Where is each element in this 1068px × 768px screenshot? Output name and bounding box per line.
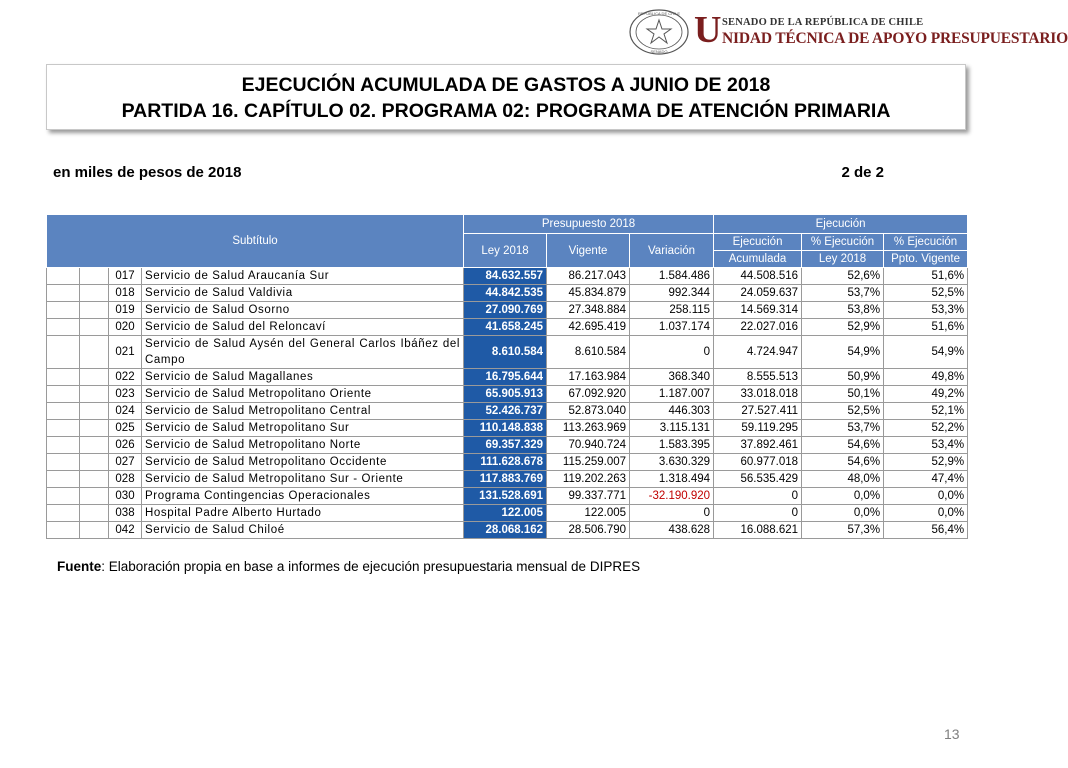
row-variacion: 1.584.486: [630, 268, 714, 285]
header-pct-ley-1: % Ejecución: [802, 234, 884, 251]
row-variacion: 258.115: [630, 302, 714, 319]
row-code: 038: [109, 505, 142, 522]
empty-cell-1: [47, 471, 80, 488]
row-code: 024: [109, 403, 142, 420]
header-vigente: Vigente: [547, 234, 630, 268]
empty-cell-2: [80, 522, 109, 539]
row-pct-vig: 52,9%: [884, 454, 968, 471]
row-code: 017: [109, 268, 142, 285]
empty-cell-2: [80, 369, 109, 386]
row-pct-vig: 53,4%: [884, 437, 968, 454]
row-name: Servicio de Salud Magallanes: [142, 369, 464, 386]
row-code: 021: [109, 336, 142, 369]
logo-senado-text: SENADO DE LA REPÚBLICA DE CHILE: [722, 17, 924, 28]
row-pct-ley: 53,7%: [802, 285, 884, 302]
table-row: [47, 268, 968, 285]
row-pct-vig: 53,3%: [884, 302, 968, 319]
empty-cell-2: [80, 420, 109, 437]
row-code: 018: [109, 285, 142, 302]
empty-cell-1: [47, 336, 80, 369]
row-variacion: 1.037.174: [630, 319, 714, 336]
row-ejecucion: 37.892.461: [714, 437, 802, 454]
table-row: [47, 302, 968, 319]
row-ejecucion: 60.977.018: [714, 454, 802, 471]
row-name: Servicio de Salud Metropolitano Central: [142, 403, 464, 420]
row-variacion: 992.344: [630, 285, 714, 302]
row-pct-ley: 0,0%: [802, 505, 884, 522]
row-vigente: 99.337.771: [547, 488, 630, 505]
row-variacion: 0: [630, 505, 714, 522]
units-label: en miles de pesos de 2018: [53, 164, 242, 181]
row-vigente: 42.695.419: [547, 319, 630, 336]
table-row: [47, 420, 968, 437]
row-variacion: 0: [630, 336, 714, 369]
row-name: Servicio de Salud Osorno: [142, 302, 464, 319]
empty-cell-2: [80, 403, 109, 420]
title-line-2: PARTIDA 16. CAPÍTULO 02. PROGRAMA 02: PROGRAMA DE ATENCIÓN PRIMARIA: [121, 100, 891, 122]
empty-cell-1: [47, 454, 80, 471]
budget-table: [46, 214, 968, 539]
empty-cell-1: [47, 403, 80, 420]
row-pct-ley: 54,9%: [802, 336, 884, 369]
row-ejecucion: 8.555.513: [714, 369, 802, 386]
row-ley: 41.658.245: [464, 319, 547, 336]
row-code: 019: [109, 302, 142, 319]
row-ejecucion: 56.535.429: [714, 471, 802, 488]
row-ley: 44.842.535: [464, 285, 547, 302]
row-name: Servicio de Salud Chiloé: [142, 522, 464, 539]
empty-cell-2: [80, 268, 109, 285]
row-pct-vig: 56,4%: [884, 522, 968, 539]
row-pct-ley: 48,0%: [802, 471, 884, 488]
page-title: [46, 64, 966, 130]
row-ley: 111.628.678: [464, 454, 547, 471]
source-text: : Elaboración propia en base a informes de ejecución presupuestaria mensual de DIPRES: [101, 559, 641, 574]
row-vigente: 8.610.584: [547, 336, 630, 369]
header-ejecucion: Ejecución: [714, 215, 968, 234]
row-variacion: 438.628: [630, 522, 714, 539]
row-vigente: 17.163.984: [547, 369, 630, 386]
row-pct-vig: 52,5%: [884, 285, 968, 302]
empty-cell-2: [80, 505, 109, 522]
table-row: [47, 403, 968, 420]
table-row: [47, 369, 968, 386]
row-pct-ley: 54,6%: [802, 454, 884, 471]
row-name: Servicio de Salud Metropolitano Sur: [142, 420, 464, 437]
row-ley: 28.068.162: [464, 522, 547, 539]
row-vigente: 70.940.724: [547, 437, 630, 454]
row-vigente: 28.506.790: [547, 522, 630, 539]
table-row: [47, 319, 968, 336]
row-pct-vig: 52,2%: [884, 420, 968, 437]
row-ejecucion: 4.724.947: [714, 336, 802, 369]
empty-cell-2: [80, 319, 109, 336]
row-ley: 122.005: [464, 505, 547, 522]
row-ejecucion: 44.508.516: [714, 268, 802, 285]
source-note: [57, 559, 640, 574]
row-ley: 16.795.644: [464, 369, 547, 386]
title-line-1: EJECUCIÓN ACUMULADA DE GASTOS A JUNIO DE 2018: [241, 74, 771, 96]
header-ejec-acum-2: Acumulada: [714, 251, 802, 268]
row-pct-ley: 52,6%: [802, 268, 884, 285]
empty-cell-1: [47, 420, 80, 437]
svg-text:SENADO: SENADO: [650, 49, 668, 54]
row-ejecucion: 16.088.621: [714, 522, 802, 539]
empty-cell-2: [80, 386, 109, 403]
row-ley: 65.905.913: [464, 386, 547, 403]
row-vigente: 119.202.263: [547, 471, 630, 488]
empty-cell-1: [47, 319, 80, 336]
header-variacion: Variación: [630, 234, 714, 268]
row-pct-ley: 50,1%: [802, 386, 884, 403]
row-code: 042: [109, 522, 142, 539]
table-row: [47, 285, 968, 302]
row-code: 030: [109, 488, 142, 505]
row-name: Servicio de Salud del Reloncaví: [142, 319, 464, 336]
row-variacion: 3.630.329: [630, 454, 714, 471]
table-row: [47, 336, 968, 369]
empty-cell-1: [47, 285, 80, 302]
row-ley: 117.883.769: [464, 471, 547, 488]
row-pct-vig: 49,2%: [884, 386, 968, 403]
row-name: Servicio de Salud Metropolitano Sur - Oriente: [142, 471, 464, 488]
header-pct-vig-1: % Ejecución: [884, 234, 968, 251]
row-ejecucion: 0: [714, 488, 802, 505]
row-name: Hospital Padre Alberto Hurtado: [142, 505, 464, 522]
table-row: [47, 454, 968, 471]
empty-cell-2: [80, 471, 109, 488]
row-variacion: 1.187.007: [630, 386, 714, 403]
row-variacion: 446.303: [630, 403, 714, 420]
empty-cell-2: [80, 437, 109, 454]
empty-cell-1: [47, 505, 80, 522]
empty-cell-2: [80, 302, 109, 319]
row-ejecucion: 22.027.016: [714, 319, 802, 336]
header-presupuesto: Presupuesto 2018: [464, 215, 714, 234]
row-pct-vig: 0,0%: [884, 505, 968, 522]
empty-cell-1: [47, 522, 80, 539]
empty-cell-2: [80, 488, 109, 505]
row-pct-ley: 52,5%: [802, 403, 884, 420]
row-name: Servicio de Salud Valdivia: [142, 285, 464, 302]
row-variacion: 368.340: [630, 369, 714, 386]
row-vigente: 113.263.969: [547, 420, 630, 437]
row-code: 023: [109, 386, 142, 403]
row-pct-vig: 47,4%: [884, 471, 968, 488]
row-variacion: 1.583.395: [630, 437, 714, 454]
row-code: 028: [109, 471, 142, 488]
row-pct-vig: 51,6%: [884, 268, 968, 285]
row-ley: 52.426.737: [464, 403, 547, 420]
row-code: 022: [109, 369, 142, 386]
row-variacion: 1.318.494: [630, 471, 714, 488]
logo-unidad-text: NIDAD TÉCNICA DE APOYO PRESUPUESTARIO: [722, 30, 1068, 47]
row-ejecucion: 59.119.295: [714, 420, 802, 437]
row-pct-ley: 54,6%: [802, 437, 884, 454]
row-code: 020: [109, 319, 142, 336]
row-pct-ley: 52,9%: [802, 319, 884, 336]
senado-seal-icon: [628, 8, 690, 56]
table-row: [47, 386, 968, 403]
row-pct-ley: 50,9%: [802, 369, 884, 386]
empty-cell-1: [47, 302, 80, 319]
row-ley: 27.090.769: [464, 302, 547, 319]
row-ejecucion: 27.527.411: [714, 403, 802, 420]
table-row: [47, 505, 968, 522]
table-row: [47, 437, 968, 454]
empty-cell-2: [80, 454, 109, 471]
row-pct-vig: 52,1%: [884, 403, 968, 420]
row-pct-ley: 53,8%: [802, 302, 884, 319]
empty-cell-2: [80, 336, 109, 369]
row-name: Servicio de Salud Metropolitano Occidente: [142, 454, 464, 471]
row-vigente: 122.005: [547, 505, 630, 522]
empty-cell-2: [80, 285, 109, 302]
row-pct-vig: 0,0%: [884, 488, 968, 505]
row-ley: 131.528.691: [464, 488, 547, 505]
row-pct-ley: 57,3%: [802, 522, 884, 539]
row-name: Servicio de Salud Araucanía Sur: [142, 268, 464, 285]
row-variacion: 3.115.131: [630, 420, 714, 437]
empty-cell-1: [47, 437, 80, 454]
row-ejecucion: 14.569.314: [714, 302, 802, 319]
row-name: Servicio de Salud Metropolitano Norte: [142, 437, 464, 454]
table-row: [47, 488, 968, 505]
row-vigente: 45.834.879: [547, 285, 630, 302]
row-vigente: 86.217.043: [547, 268, 630, 285]
empty-cell-1: [47, 268, 80, 285]
row-name: Servicio de Salud Metropolitano Oriente: [142, 386, 464, 403]
row-pct-ley: 53,7%: [802, 420, 884, 437]
header-pct-vig-2: Ppto. Vigente: [884, 251, 968, 268]
row-name: Programa Contingencias Operacionales: [142, 488, 464, 505]
empty-cell-1: [47, 488, 80, 505]
row-code: 026: [109, 437, 142, 454]
row-pct-vig: 49,8%: [884, 369, 968, 386]
svg-text:REPÚBLICA DE CHILE: REPÚBLICA DE CHILE: [637, 11, 681, 16]
row-vigente: 115.259.007: [547, 454, 630, 471]
page-number: 13: [944, 726, 960, 742]
source-label: Fuente: [57, 559, 102, 574]
row-ley: 110.148.838: [464, 420, 547, 437]
header-ley: Ley 2018: [464, 234, 547, 268]
row-ejecucion: 24.059.637: [714, 285, 802, 302]
page-of-label: 2 de 2: [841, 164, 884, 181]
row-pct-vig: 54,9%: [884, 336, 968, 369]
row-ley: 8.610.584: [464, 336, 547, 369]
header-logo: [628, 8, 1068, 56]
table-row: [47, 522, 968, 539]
row-vigente: 52.873.040: [547, 403, 630, 420]
logo-letter: U: [694, 9, 722, 51]
header-subtitulo: Subtítulo: [47, 215, 464, 268]
row-code: 027: [109, 454, 142, 471]
row-vigente: 27.348.884: [547, 302, 630, 319]
header-pct-ley-2: Ley 2018: [802, 251, 884, 268]
empty-cell-1: [47, 369, 80, 386]
row-ley: 84.632.557: [464, 268, 547, 285]
row-pct-vig: 51,6%: [884, 319, 968, 336]
header-ejec-acum-1: Ejecución: [714, 234, 802, 251]
row-variacion: -32.190.920: [630, 488, 714, 505]
table-row: [47, 471, 968, 488]
row-vigente: 67.092.920: [547, 386, 630, 403]
row-code: 025: [109, 420, 142, 437]
row-name: Servicio de Salud Aysén del General Carlos Ibáñez del Campo: [142, 336, 464, 369]
row-ejecucion: 0: [714, 505, 802, 522]
row-pct-ley: 0,0%: [802, 488, 884, 505]
row-ley: 69.357.329: [464, 437, 547, 454]
empty-cell-1: [47, 386, 80, 403]
row-ejecucion: 33.018.018: [714, 386, 802, 403]
